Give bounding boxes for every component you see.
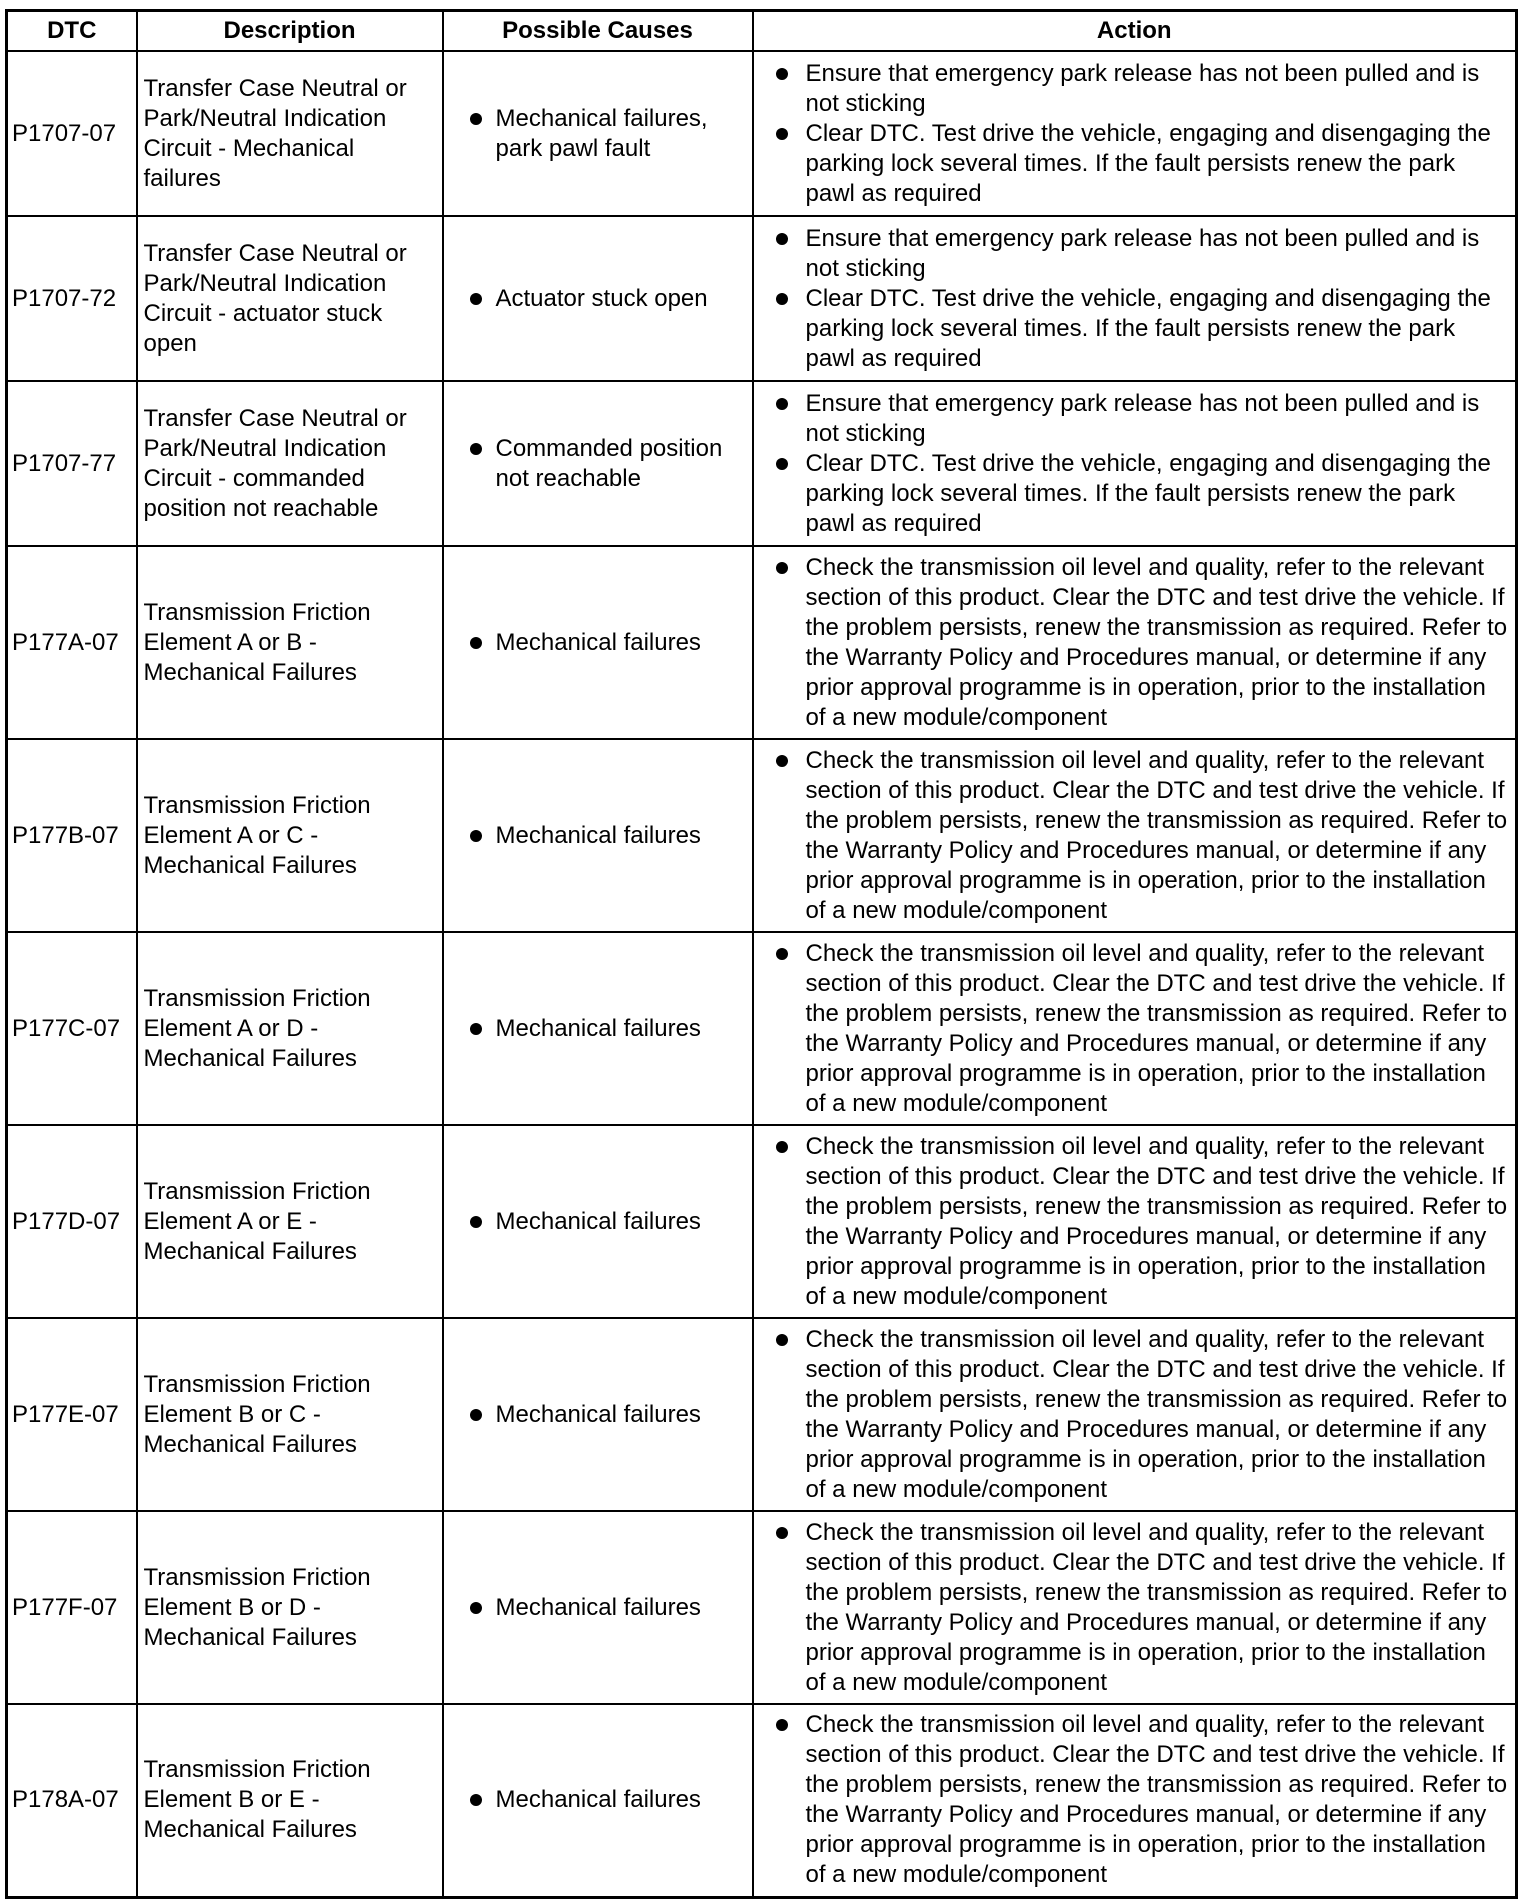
causes-cell xyxy=(443,546,753,739)
description-cell: Transmission Friction Element B or E - Mechanical Failures xyxy=(137,1704,443,1897)
action-cell xyxy=(753,932,1517,1125)
dtc-code: P177D-07 xyxy=(7,1125,137,1318)
description-cell: Transmission Friction Element B or C - Mechanical Failures xyxy=(137,1318,443,1511)
description-cell: Transmission Friction Element B or D - Mechanical Failures xyxy=(137,1511,443,1704)
causes-cell xyxy=(443,932,753,1125)
cause-item: Mechanical failures xyxy=(450,628,746,658)
action-item: Ensure that emergency park release has not been pulled and is not sticking xyxy=(760,224,1510,284)
table-row xyxy=(7,932,1517,1125)
action-item: Check the transmission oil level and quality, refer to the relevant section of this product. Clear the DTC and test drive the vehicle. If the problem persists, renew the transmission as required. Refer to the Warranty Policy and Procedures manual, or determine if any prior approval programme is in operation, prior to the installation of a new module/component xyxy=(760,1325,1510,1505)
action-cell xyxy=(753,216,1517,381)
description-cell: Transfer Case Neutral or Park/Neutral Indication Circuit - commanded position not reachable xyxy=(137,381,443,546)
causes-cell xyxy=(443,381,753,546)
action-cell xyxy=(753,51,1517,216)
dtc-code: P177C-07 xyxy=(7,932,137,1125)
table-row xyxy=(7,51,1517,216)
dtc-code: P1707-77 xyxy=(7,381,137,546)
dtc-code: P177B-07 xyxy=(7,739,137,932)
dtc-code: P177A-07 xyxy=(7,546,137,739)
table-row xyxy=(7,1511,1517,1704)
action-item: Check the transmission oil level and quality, refer to the relevant section of this product. Clear the DTC and test drive the vehicle. If the problem persists, renew the transmission as required. Refer to the Warranty Policy and Procedures manual, or determine if any prior approval programme is in operation, prior to the installation of a new module/component xyxy=(760,1710,1510,1890)
causes-cell xyxy=(443,739,753,932)
description-cell: Transmission Friction Element A or D - Mechanical Failures xyxy=(137,932,443,1125)
description-cell: Transmission Friction Element A or E - Mechanical Failures xyxy=(137,1125,443,1318)
action-cell xyxy=(753,1704,1517,1897)
causes-cell xyxy=(443,1125,753,1318)
cause-item: Mechanical failures xyxy=(450,1593,746,1623)
header-action: Action xyxy=(753,11,1517,52)
header-possible-causes: Possible Causes xyxy=(443,11,753,52)
table-row xyxy=(7,739,1517,932)
dtc-code: P177E-07 xyxy=(7,1318,137,1511)
causes-cell xyxy=(443,216,753,381)
table-row xyxy=(7,1125,1517,1318)
causes-cell xyxy=(443,51,753,216)
action-item: Clear DTC. Test drive the vehicle, engaging and disengaging the parking lock several times. If the fault persists renew the park pawl as required xyxy=(760,119,1510,209)
header-description: Description xyxy=(137,11,443,52)
action-cell xyxy=(753,381,1517,546)
action-item: Check the transmission oil level and quality, refer to the relevant section of this product. Clear the DTC and test drive the vehicle. If the problem persists, renew the transmission as required. Refer to the Warranty Policy and Procedures manual, or determine if any prior approval programme is in operation, prior to the installation of a new module/component xyxy=(760,939,1510,1119)
dtc-code: P1707-72 xyxy=(7,216,137,381)
action-item: Check the transmission oil level and quality, refer to the relevant section of this product. Clear the DTC and test drive the vehicle. If the problem persists, renew the transmission as required. Refer to the Warranty Policy and Procedures manual, or determine if any prior approval programme is in operation, prior to the installation of a new module/component xyxy=(760,746,1510,926)
cause-item: Commanded position not reachable xyxy=(450,434,746,494)
table-row xyxy=(7,216,1517,381)
dtc-code: P178A-07 xyxy=(7,1704,137,1897)
description-cell: Transfer Case Neutral or Park/Neutral Indication Circuit - actuator stuck open xyxy=(137,216,443,381)
cause-item: Mechanical failures xyxy=(450,1785,746,1815)
action-item: Check the transmission oil level and quality, refer to the relevant section of this product. Clear the DTC and test drive the vehicle. If the problem persists, renew the transmission as required. Refer to the Warranty Policy and Procedures manual, or determine if any prior approval programme is in operation, prior to the installation of a new module/component xyxy=(760,553,1510,733)
table-row xyxy=(7,381,1517,546)
action-cell xyxy=(753,739,1517,932)
description-cell: Transfer Case Neutral or Park/Neutral Indication Circuit - Mechanical failures xyxy=(137,51,443,216)
action-item: Check the transmission oil level and quality, refer to the relevant section of this product. Clear the DTC and test drive the vehicle. If the problem persists, renew the transmission as required. Refer to the Warranty Policy and Procedures manual, or determine if any prior approval programme is in operation, prior to the installation of a new module/component xyxy=(760,1518,1510,1698)
action-cell xyxy=(753,1318,1517,1511)
cause-item: Mechanical failures xyxy=(450,1014,746,1044)
action-cell xyxy=(753,546,1517,739)
cause-item: Mechanical failures, park pawl fault xyxy=(450,104,746,164)
header-dtc: DTC xyxy=(7,11,137,52)
dtc-table xyxy=(5,9,1518,1899)
action-item: Ensure that emergency park release has not been pulled and is not sticking xyxy=(760,59,1510,119)
header-row xyxy=(7,11,1517,52)
cause-item: Mechanical failures xyxy=(450,1400,746,1430)
action-cell xyxy=(753,1511,1517,1704)
description-cell: Transmission Friction Element A or B - Mechanical Failures xyxy=(137,546,443,739)
causes-cell xyxy=(443,1318,753,1511)
dtc-code: P1707-07 xyxy=(7,51,137,216)
cause-item: Mechanical failures xyxy=(450,821,746,851)
action-item: Ensure that emergency park release has not been pulled and is not sticking xyxy=(760,389,1510,449)
cause-item: Actuator stuck open xyxy=(450,284,746,314)
cause-item: Mechanical failures xyxy=(450,1207,746,1237)
causes-cell xyxy=(443,1511,753,1704)
description-cell: Transmission Friction Element A or C - Mechanical Failures xyxy=(137,739,443,932)
dtc-code: P177F-07 xyxy=(7,1511,137,1704)
action-item: Clear DTC. Test drive the vehicle, engaging and disengaging the parking lock several times. If the fault persists renew the park pawl as required xyxy=(760,284,1510,374)
table-row xyxy=(7,1318,1517,1511)
table-row xyxy=(7,1704,1517,1897)
causes-cell xyxy=(443,1704,753,1897)
action-item: Clear DTC. Test drive the vehicle, engaging and disengaging the parking lock several times. If the fault persists renew the park pawl as required xyxy=(760,449,1510,539)
action-cell xyxy=(753,1125,1517,1318)
action-item: Check the transmission oil level and quality, refer to the relevant section of this product. Clear the DTC and test drive the vehicle. If the problem persists, renew the transmission as required. Refer to the Warranty Policy and Procedures manual, or determine if any prior approval programme is in operation, prior to the installation of a new module/component xyxy=(760,1132,1510,1312)
table-row xyxy=(7,546,1517,739)
